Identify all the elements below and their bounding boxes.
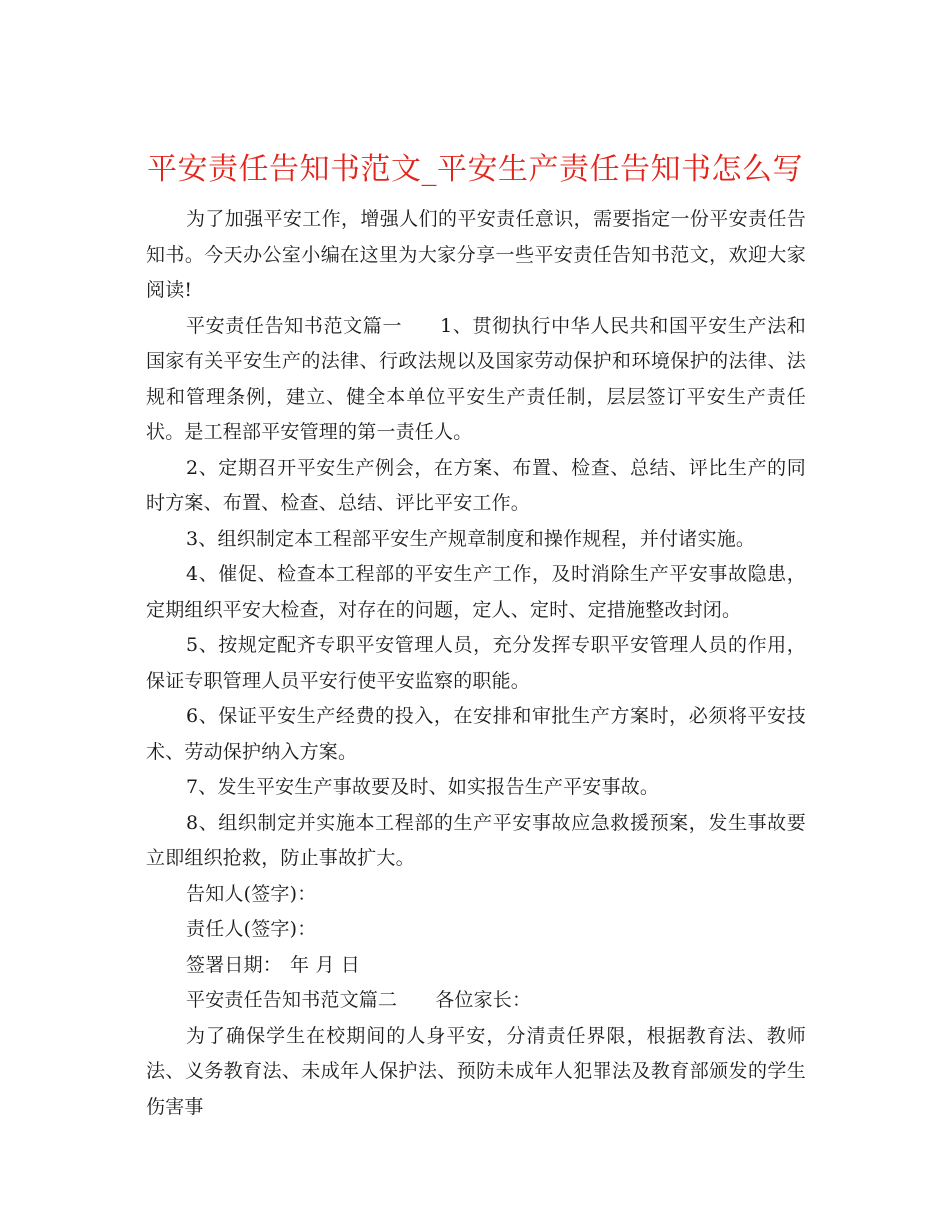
section1-item-5: 5、按规定配齐专职平安管理人员，充分发挥专职平安管理人员的作用，保证专职管理人员平安行使平安监察的职能。 <box>146 634 806 692</box>
section1-item-4: 4、催促、检查本工程部的平安生产工作，及时消除生产平安事故隐患，定期组织平安大检查，对存在的问题，定人、定时、定措施整改封闭。 <box>146 563 806 621</box>
intro-paragraph: 为了加强平安工作，增强人们的平安责任意识，需要指定一份平安责任告知书。今天办公室小编在这里为大家分享一些平安责任告知书范文，欢迎大家阅读! <box>146 208 806 301</box>
section1-item-2: 2、定期召开平安生产例会，在方案、布置、检查、总结、评比生产的同时方案、布置、检查、总结、评比平安工作。 <box>146 456 806 514</box>
section1-heading: 平安责任告知书范文篇一 <box>186 314 403 337</box>
notifier-signature-line: 告知人(签字)： <box>186 882 317 905</box>
document-body <box>146 202 806 1125</box>
section1-item-6: 6、保证平安生产经费的投入，在安排和审批生产方案时，必须将平安技术、劳动保护纳入方案。 <box>146 705 806 763</box>
signing-date-label: 签署日期： <box>186 953 283 976</box>
signing-date-line <box>146 948 806 984</box>
section1-first-paragraph <box>146 309 806 451</box>
document-title: 平安责任告知书范文_平安生产责任告知书怎么写 <box>147 152 803 188</box>
section1-item-1: 1、贯彻执行中华人民共和国平安生产法和国家有关平安生产的法律、行政法规以及国家劳动保护和环境保护的法律、法规和管理条例，建立、健全本单位平安生产责任制，层层签订平安生产责任状。是工程部平安管理的第一责任人。 <box>146 314 807 443</box>
responsible-signature-line: 责任人(签字)： <box>186 918 317 940</box>
signing-date-value: 年 月 日 <box>290 953 361 976</box>
section2-paragraph-1: 为了确保学生在校期间的人身平安，分清责任界限，根据教育法、教师法、义务教育法、未成年人保护法、预防未成年人犯罪法及教育部颁发的学生伤害事 <box>146 1024 806 1118</box>
section2-greeting: 各位家长： <box>435 989 532 1011</box>
section1-item-7: 7、发生平安生产事故要及时、如实报告生产平安事故。 <box>186 776 660 798</box>
section2-first-paragraph <box>146 983 806 1019</box>
section2-heading: 平安责任告知书范文篇二 <box>186 989 398 1011</box>
section1-item-8: 8、组织制定并实施本工程部的生产平安事故应急救援预案，发生事故要立即组织抢救，防止事故扩大。 <box>146 811 806 869</box>
section1-item-3: 3、组织制定本工程部平安生产规章制度和操作规程，并付诸实施。 <box>186 527 756 550</box>
